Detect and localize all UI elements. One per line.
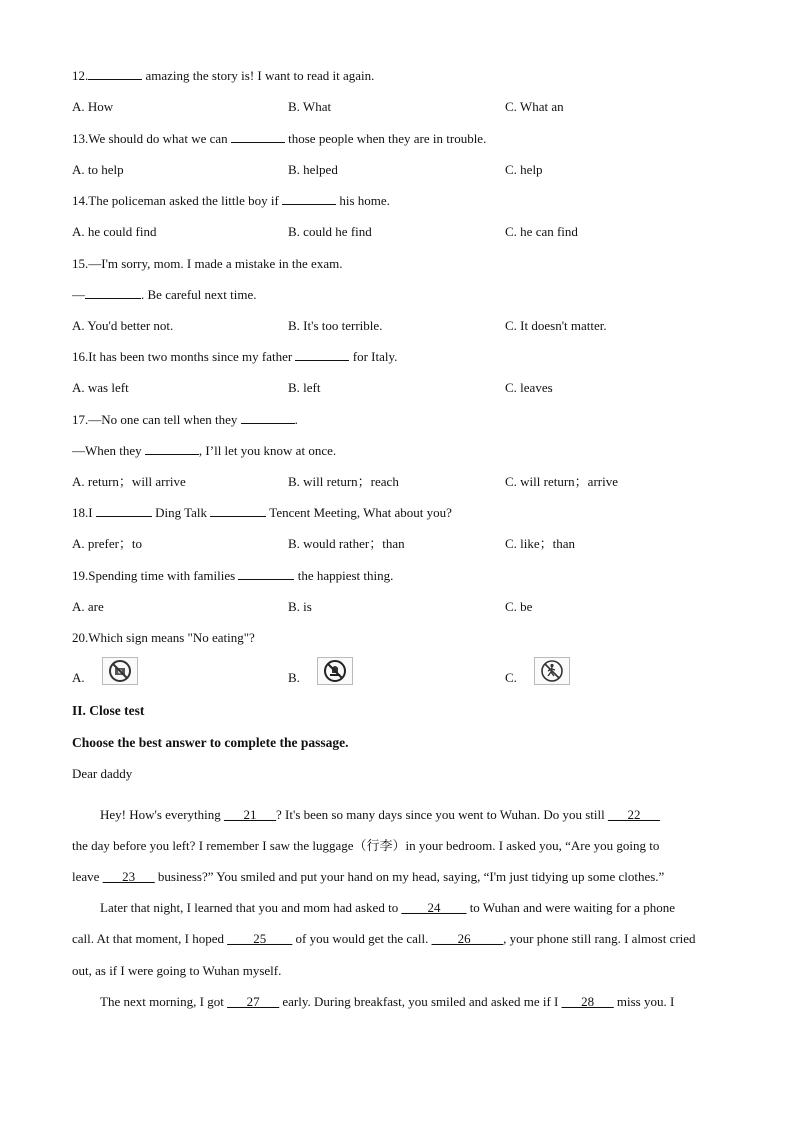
blank-25[interactable]: ____25____ (227, 931, 293, 946)
question-text: 16.It has been two months since my father (72, 349, 296, 364)
blank-27[interactable]: ___27___ (227, 994, 280, 1009)
option-b[interactable]: B. could he find (288, 224, 372, 239)
question-20 (72, 629, 255, 647)
answer-blank[interactable] (238, 567, 294, 580)
question-text: Tencent Meeting, What about you? (266, 505, 452, 520)
blank-28[interactable]: ___28___ (561, 994, 614, 1009)
option-b[interactable] (288, 665, 353, 693)
answer-blank[interactable] (282, 192, 336, 205)
section-title: II. Close test (72, 703, 145, 718)
question-12 (72, 67, 374, 85)
question-text: 19.Spending time with families (72, 568, 239, 583)
option-b[interactable]: B. left (288, 380, 321, 395)
question-text: . Be careful next time. (141, 287, 257, 302)
options-17 (72, 473, 722, 491)
question-19 (72, 567, 393, 585)
answer-blank[interactable] (88, 67, 142, 80)
option-b[interactable]: B. helped (288, 162, 338, 177)
question-text: Ding Talk (151, 505, 211, 520)
no-camera-sign-icon[interactable] (102, 657, 138, 685)
blank-23[interactable]: ___23___ (102, 869, 155, 884)
question-16 (72, 348, 397, 366)
options-20 (72, 665, 722, 683)
question-text: . (294, 412, 298, 427)
options-15 (72, 317, 722, 335)
option-c[interactable]: C. will return；arrive (505, 474, 618, 489)
letter-paragraph-1-line-1 (100, 806, 750, 824)
question-text: 15.—I'm sorry, mom. I made a mistake in the exam. (72, 256, 343, 271)
no-walking-sign-icon[interactable] (534, 657, 570, 685)
question-15 (72, 255, 342, 273)
option-a[interactable]: A. return；will arrive (72, 474, 186, 489)
question-17-response (72, 442, 336, 460)
question-text: 20.Which sign means "No eating"? (72, 630, 255, 645)
letter-paragraph-1-line-2: the day before you left? I remember I saw the luggage（行李）in your bedroom. I asked you, “Are you going to (72, 838, 660, 853)
option-a[interactable]: A. to help (72, 162, 124, 177)
question-text: , I’ll let you know at once. (198, 443, 337, 458)
letter-paragraph-2-line-1 (100, 899, 750, 917)
blank-24[interactable]: ____24____ (401, 900, 467, 915)
question-14 (72, 192, 390, 210)
question-text: —When they (72, 443, 145, 458)
option-b[interactable]: B. will return；reach (288, 474, 399, 489)
option-c[interactable]: C. help (505, 162, 543, 177)
question-text: — (72, 287, 85, 302)
option-letter: B. (288, 669, 300, 685)
question-text: 17.—No one can tell when they (72, 412, 241, 427)
letter-paragraph-2-line-2 (72, 930, 722, 948)
letter-text: call. At that moment, I hoped (72, 931, 228, 946)
option-b[interactable]: B. It's too terrible. (288, 318, 383, 333)
no-eating-sign-icon[interactable] (317, 657, 353, 685)
option-b[interactable]: B. would rather；than (288, 536, 405, 551)
option-c[interactable]: C. What an (505, 99, 564, 114)
blank-21[interactable]: ___21___ (224, 807, 277, 822)
option-a[interactable]: A. are (72, 599, 104, 614)
option-c[interactable]: C. It doesn't matter. (505, 318, 607, 333)
letter-text: ? It's been so many days since you went to Wuhan. Do you still (276, 807, 608, 822)
option-c[interactable]: C. leaves (505, 380, 553, 395)
question-text: his home. (336, 193, 390, 208)
section-instruction: Choose the best answer to complete the passage. (72, 735, 349, 750)
question-text: 18.I (72, 505, 96, 520)
answer-blank[interactable] (145, 442, 199, 455)
options-18 (72, 535, 722, 553)
option-a[interactable]: A. was left (72, 380, 129, 395)
letter-text: Hey! How's everything (100, 807, 225, 822)
answer-blank[interactable] (241, 411, 295, 424)
options-14 (72, 223, 722, 241)
letter-text: , your phone still rang. I almost cried (503, 931, 696, 946)
question-text: 12. (72, 68, 89, 83)
options-16 (72, 379, 722, 397)
blank-26[interactable]: ____26_____ (431, 931, 504, 946)
option-letter: A. (72, 669, 85, 685)
option-c[interactable] (505, 665, 570, 693)
letter-text: business?” You smiled and put your hand on my head, saying, “I'm just tidying up some clothes.” (154, 869, 665, 884)
letter-text: leave (72, 869, 103, 884)
question-15-response (72, 286, 257, 304)
option-a[interactable]: A. prefer；to (72, 536, 143, 551)
option-c[interactable]: C. be (505, 599, 533, 614)
blank-22[interactable]: ___22___ (607, 807, 660, 822)
question-text: the happiest thing. (294, 568, 394, 583)
option-b[interactable]: B. is (288, 599, 312, 614)
letter-text: miss you. I (613, 994, 675, 1009)
letter-text: to Wuhan and were waiting for a phone (466, 900, 676, 915)
letter-text: The next morning, I got (100, 994, 228, 1009)
question-text: 14.The policeman asked the little boy if (72, 193, 283, 208)
question-17 (72, 411, 298, 429)
option-c[interactable]: C. he can find (505, 224, 578, 239)
answer-blank[interactable] (231, 130, 285, 143)
question-text: amazing the story is! I want to read it again. (142, 68, 375, 83)
answer-blank[interactable] (210, 504, 266, 517)
options-19 (72, 598, 722, 616)
question-text: 13.We should do what we can (72, 131, 231, 146)
option-a[interactable]: A. How (72, 99, 114, 114)
question-text: for Italy. (349, 349, 398, 364)
question-13 (72, 130, 486, 148)
answer-blank[interactable] (295, 348, 349, 361)
option-c[interactable]: C. like；than (505, 536, 576, 551)
options-12 (72, 98, 722, 116)
letter-text: of you would get the call. (292, 931, 432, 946)
option-b[interactable]: B. What (288, 99, 332, 114)
letter-text: Later that night, I learned that you and mom had asked to (100, 900, 402, 915)
answer-blank[interactable] (85, 286, 141, 299)
letter-salutation: Dear daddy (72, 766, 133, 781)
option-a[interactable]: A. You'd better not. (72, 318, 174, 333)
question-text: those people when they are in trouble. (284, 131, 487, 146)
letter-text: early. During breakfast, you smiled and asked me if I (279, 994, 562, 1009)
answer-blank[interactable] (96, 504, 152, 517)
option-a[interactable]: A. he could find (72, 224, 157, 239)
option-letter: C. (505, 669, 517, 685)
letter-paragraph-1-line-3 (72, 868, 722, 886)
option-a[interactable] (72, 665, 138, 693)
options-13 (72, 161, 722, 179)
question-18 (72, 504, 452, 522)
letter-paragraph-2-line-3: out, as if I were going to Wuhan myself. (72, 963, 282, 978)
letter-paragraph-3-line-1 (100, 993, 750, 1011)
